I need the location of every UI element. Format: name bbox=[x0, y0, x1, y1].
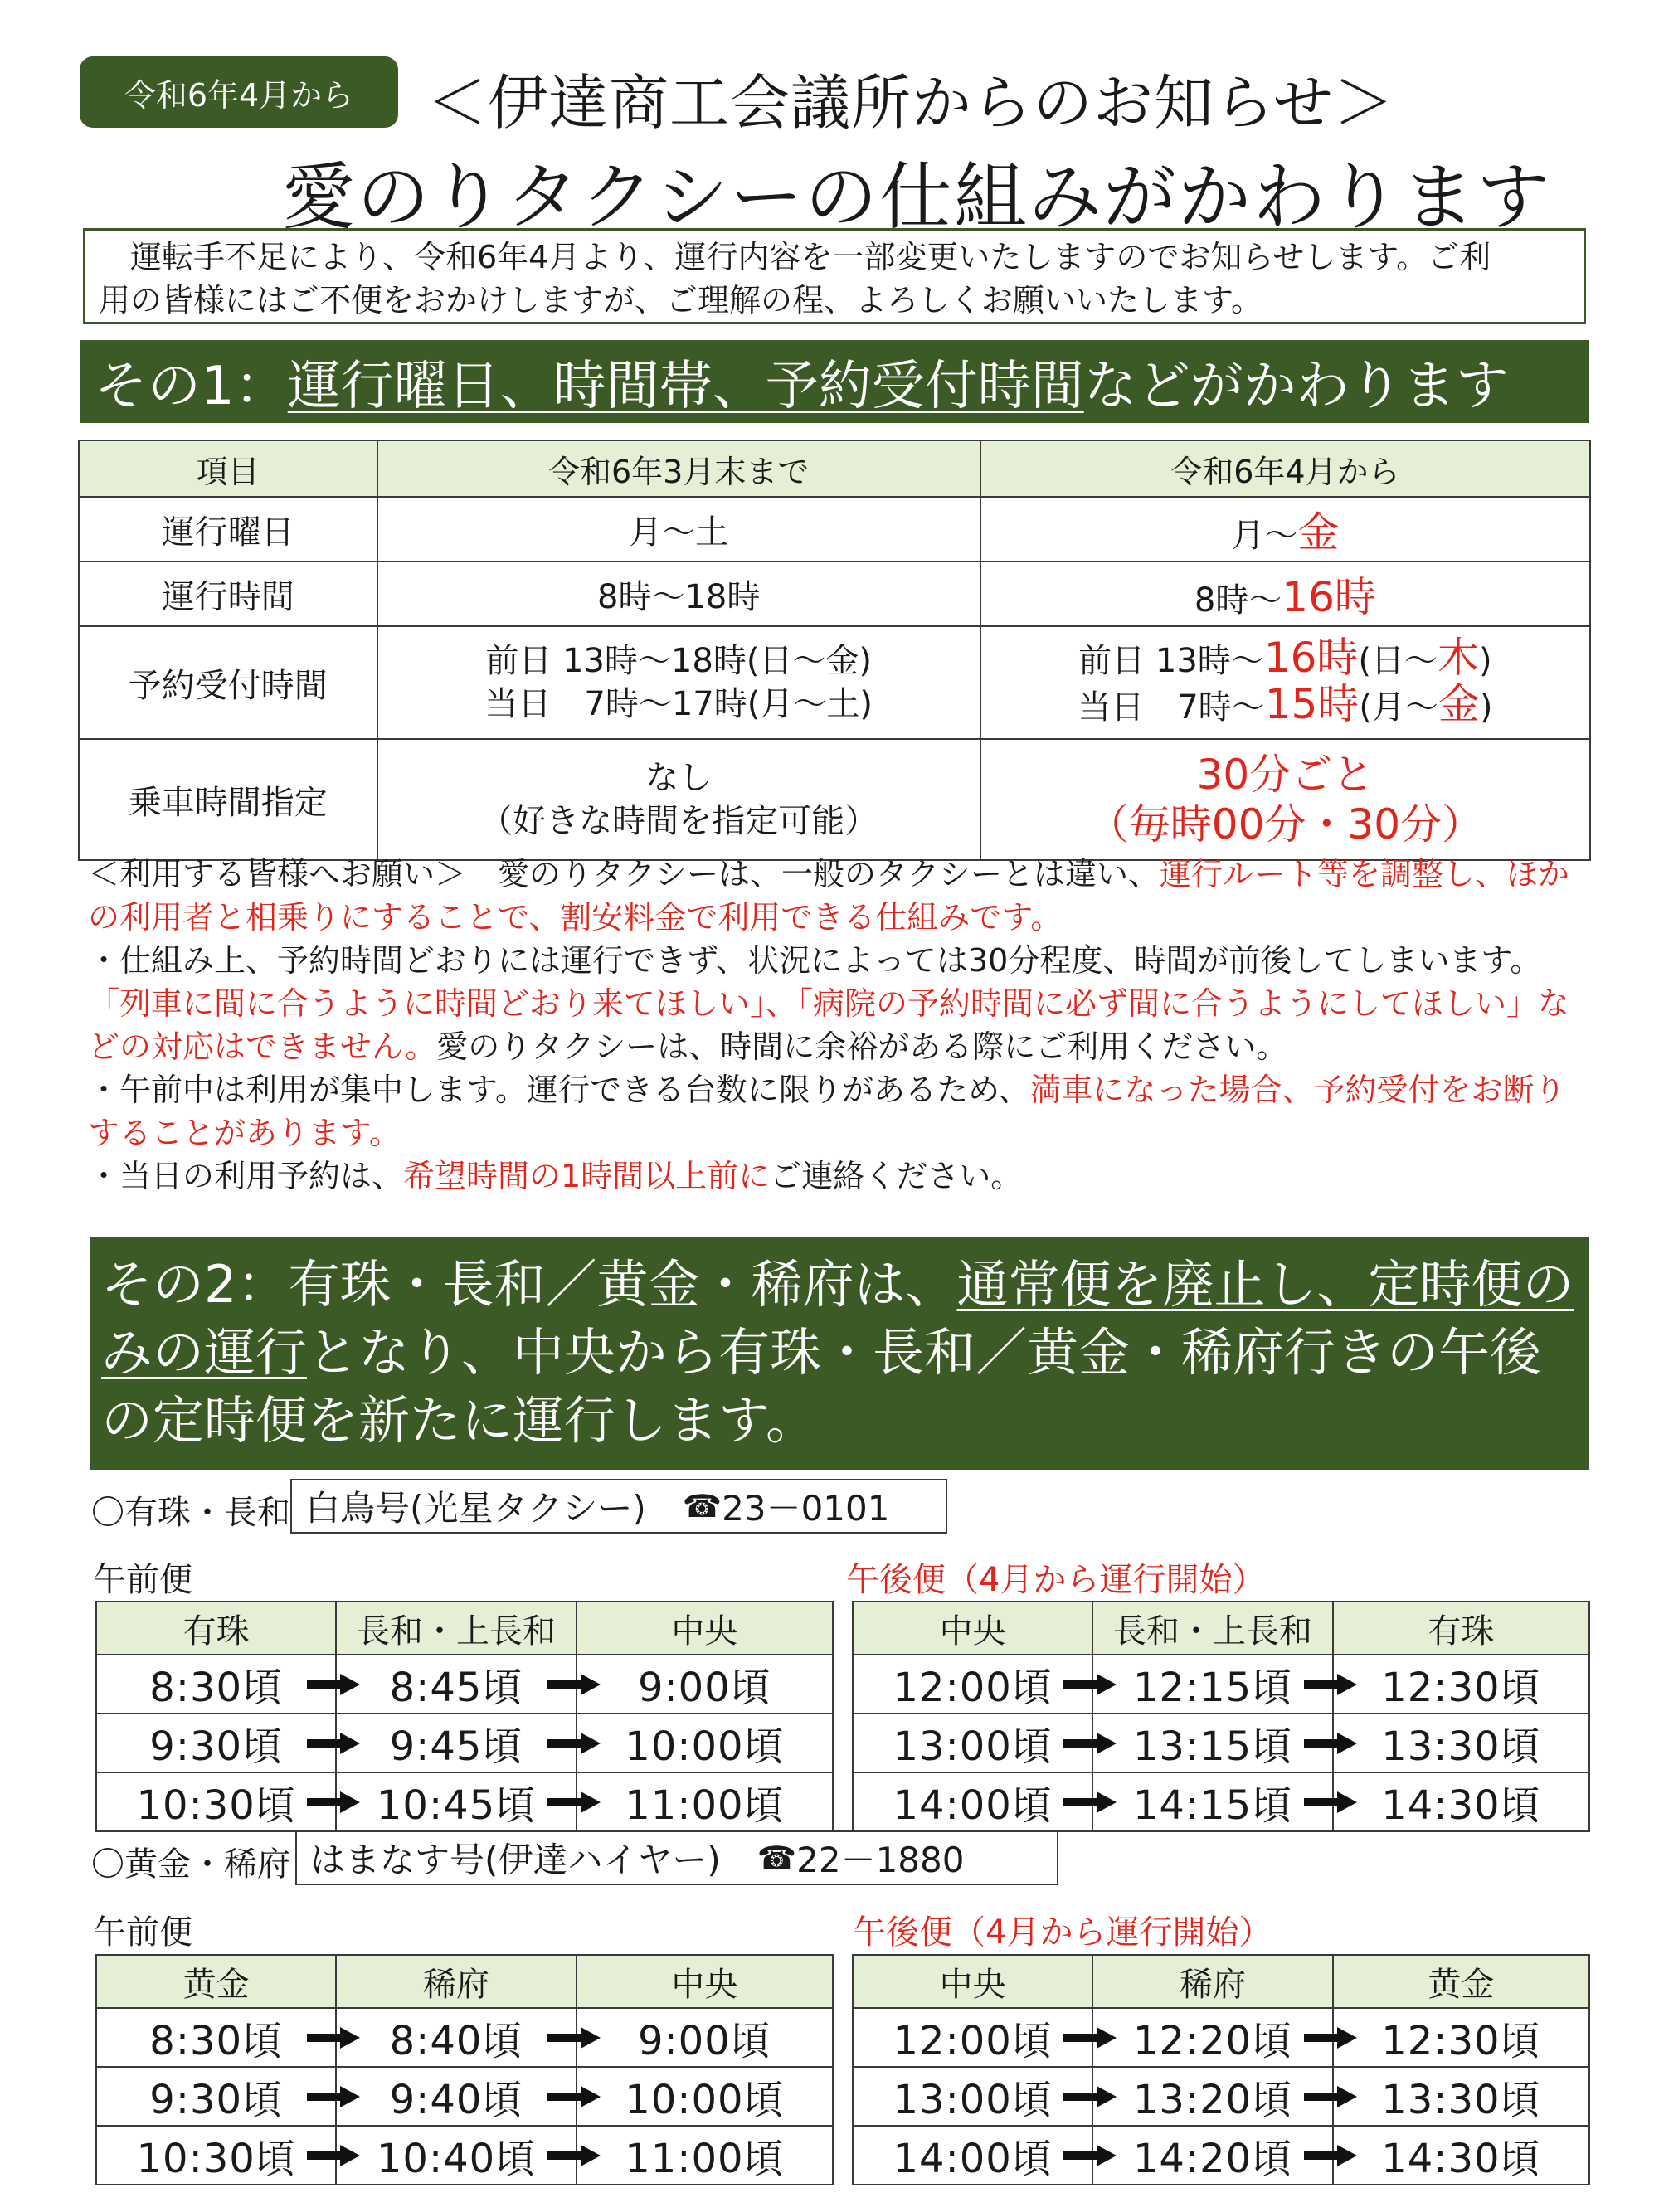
time-text: 10:30頃 bbox=[136, 1782, 296, 1829]
header-cell: 稀府 bbox=[1092, 1955, 1332, 2008]
timetable-header-row bbox=[96, 1955, 833, 2008]
header-cell: 有珠 bbox=[96, 1602, 336, 1655]
time-text: 14:15頃 bbox=[1132, 1782, 1293, 1829]
arrow-right-icon bbox=[547, 2084, 601, 2109]
after-part: 前日 13時～ bbox=[1078, 642, 1264, 680]
before-line: 当日 7時～17時(月～土) bbox=[484, 685, 873, 723]
time-text: 12:30頃 bbox=[1381, 1665, 1541, 1711]
arrow-right-icon bbox=[1063, 2084, 1117, 2109]
header-cell: 稀府 bbox=[336, 1955, 576, 2008]
after-part: ) bbox=[1479, 688, 1493, 727]
header-cell: 黄金 bbox=[96, 1955, 336, 2008]
time-text: 8:40頃 bbox=[389, 2018, 523, 2064]
note-emphasis: 満車になった場合、予約受付をお断りすることがあります。 bbox=[88, 1072, 1566, 1151]
time-text: 13:00頃 bbox=[893, 2077, 1053, 2123]
time-text: 12:20頃 bbox=[1132, 2018, 1293, 2064]
time-text: 10:30頃 bbox=[136, 2136, 296, 2182]
arrow-right-icon bbox=[1063, 2143, 1117, 2168]
time-cell bbox=[1092, 1655, 1332, 1714]
table-row bbox=[853, 1655, 1589, 1714]
arrow-right-icon bbox=[307, 2143, 360, 2168]
time-text: 8:30頃 bbox=[149, 2018, 284, 2064]
arrow-right-icon bbox=[1304, 1790, 1357, 1815]
table-header-row bbox=[79, 440, 1590, 497]
arrow-right-icon bbox=[1304, 1672, 1357, 1697]
time-text: 10:00頃 bbox=[625, 2077, 785, 2123]
time-cell bbox=[1333, 2067, 1589, 2126]
notes bbox=[88, 853, 1581, 1198]
time-cell bbox=[577, 2126, 833, 2185]
before-value bbox=[377, 626, 980, 739]
table-row bbox=[96, 1772, 833, 1831]
after-value bbox=[980, 739, 1590, 860]
time-cell bbox=[577, 1772, 833, 1831]
row-label: 乗車時間指定 bbox=[79, 739, 377, 860]
note-emphasis: 「列車に間に合うように時間どおり来てほしい」、「病院の予約時間に必ず間に合うようにしてほしい」などの対応はできません。 bbox=[88, 985, 1570, 1065]
header-cell: 長和・上長和 bbox=[336, 1602, 576, 1655]
time-text: 9:30頃 bbox=[149, 2077, 284, 2123]
section2-text: その2：有珠・長和／黄金・稀府は、 bbox=[101, 1254, 957, 1315]
row-label: 予約受付時間 bbox=[79, 626, 377, 739]
time-cell bbox=[336, 2126, 576, 2185]
arrow-right-icon bbox=[1304, 2143, 1357, 2168]
timetable-header-row bbox=[96, 1602, 833, 1655]
after-line: （毎時00分・30分） bbox=[1087, 800, 1484, 848]
note-paragraph bbox=[88, 1155, 1581, 1198]
time-text: 9:00頃 bbox=[637, 2018, 771, 2064]
intro-box bbox=[83, 228, 1586, 324]
note-emphasis: 運行ルート等を調整し、ほかの利用者と相乗りにすることで、割安料金で利用できる仕組みです。 bbox=[88, 856, 1570, 936]
arrow-right-icon bbox=[1304, 2084, 1357, 2109]
phone-number: 23－0101 bbox=[722, 1488, 890, 1529]
before-line: 前日 13時～18時(日～金) bbox=[485, 642, 873, 680]
time-cell bbox=[853, 1714, 1092, 1772]
section2-line bbox=[101, 1319, 1578, 1387]
route2-pm-label: 午後便（4月から運行開始） bbox=[853, 1913, 1272, 1952]
note-paragraph bbox=[88, 1068, 1581, 1155]
arrow-right-icon bbox=[1304, 2025, 1357, 2050]
table-row bbox=[96, 2067, 833, 2126]
time-cell bbox=[336, 2067, 576, 2126]
route1-pm-label: 午後便（4月から運行開始） bbox=[846, 1561, 1266, 1599]
intro-line: 運転手不足により、令和6年4月より、運行内容を一部変更いたしますのでお知らせします。ご利 bbox=[99, 239, 1491, 275]
arrow-right-icon bbox=[307, 1790, 360, 1815]
time-text: 10:00頃 bbox=[625, 1723, 785, 1770]
time-text: 13:15頃 bbox=[1132, 1723, 1293, 1770]
row-label: 運行曜日 bbox=[79, 497, 377, 562]
note-text: 愛のりタクシーは、時間に余裕がある際にご利用ください。 bbox=[436, 1028, 1288, 1065]
arrow-right-icon bbox=[307, 1672, 360, 1697]
time-text: 9:45頃 bbox=[389, 1723, 523, 1770]
before-line: なし bbox=[645, 759, 713, 797]
after-changed: 木 bbox=[1438, 634, 1480, 682]
table-row bbox=[853, 1772, 1589, 1831]
arrow-right-icon bbox=[547, 2143, 601, 2168]
section1-prefix: その1： bbox=[95, 356, 288, 417]
time-text: 9:30頃 bbox=[149, 1723, 284, 1770]
intro-line: 用の皆様にはご不便をおかけしますが、ご理解の程、よろしくお願いいたします。 bbox=[99, 282, 1262, 318]
route1-am-timetable bbox=[95, 1601, 834, 1832]
section2-line: の定時便を新たに運行します。 bbox=[101, 1390, 818, 1451]
header-cell: 黄金 bbox=[1333, 1955, 1589, 2008]
time-cell bbox=[1333, 1772, 1589, 1831]
time-cell bbox=[1333, 1655, 1589, 1714]
after-part: (日～ bbox=[1358, 642, 1438, 680]
header-cell: 有珠 bbox=[1333, 1602, 1589, 1655]
header-cell: 項目 bbox=[79, 440, 377, 497]
after-value-changed: 金 bbox=[1297, 508, 1340, 557]
arrow-right-icon bbox=[1063, 1790, 1117, 1815]
after-value-part: 月～ bbox=[1231, 517, 1298, 555]
time-text: 8:30頃 bbox=[149, 1665, 284, 1711]
table-row bbox=[79, 739, 1590, 860]
arrow-right-icon bbox=[547, 1731, 601, 1756]
route2-operator-box bbox=[295, 1830, 1058, 1885]
time-cell bbox=[1333, 2008, 1589, 2067]
time-cell bbox=[853, 1655, 1092, 1714]
time-text: 8:45頃 bbox=[389, 1665, 523, 1711]
arrow-right-icon bbox=[1063, 2025, 1117, 2050]
header-cell: 令和6年3月末まで bbox=[377, 440, 980, 497]
time-cell bbox=[577, 2067, 833, 2126]
before-value: 8時～18時 bbox=[377, 562, 980, 626]
after-line bbox=[981, 636, 1589, 683]
time-text: 10:45頃 bbox=[376, 1782, 537, 1829]
time-cell bbox=[853, 2126, 1092, 2185]
time-text: 12:15頃 bbox=[1132, 1665, 1293, 1711]
header-cell: 長和・上長和 bbox=[1092, 1602, 1332, 1655]
note-text: ＜利用する皆様へお願い＞ 愛のりタクシーは、一般のタクシーとは違い、 bbox=[88, 856, 1160, 892]
operator-name: 白鳥号(光星タクシー) bbox=[305, 1488, 646, 1529]
arrow-right-icon bbox=[547, 1790, 601, 1815]
arrow-right-icon bbox=[1304, 1731, 1357, 1756]
table-row bbox=[79, 497, 1590, 562]
before-value bbox=[377, 739, 980, 860]
route1-operator-box bbox=[290, 1479, 947, 1534]
time-text: 12:30頃 bbox=[1381, 2018, 1541, 2064]
table-row bbox=[79, 626, 1590, 739]
route2-am-timetable bbox=[95, 1954, 834, 2185]
arrow-right-icon bbox=[307, 2084, 360, 2109]
time-text: 9:00頃 bbox=[637, 1665, 771, 1711]
time-cell bbox=[853, 2008, 1092, 2067]
header-cell: 中央 bbox=[853, 1602, 1092, 1655]
after-part: 当日 7時～ bbox=[1078, 688, 1265, 727]
time-cell bbox=[577, 2008, 833, 2067]
time-cell bbox=[1333, 2126, 1589, 2185]
operator-name: はまなす号(伊達ハイヤー) bbox=[310, 1840, 721, 1880]
time-cell bbox=[96, 2067, 336, 2126]
route1-am-label: 午前便 bbox=[93, 1561, 192, 1599]
table-row bbox=[96, 2008, 833, 2067]
table-row bbox=[79, 562, 1590, 626]
header-cell: 中央 bbox=[853, 1955, 1092, 2008]
arrow-right-icon bbox=[307, 1731, 360, 1756]
time-text: 12:00頃 bbox=[893, 1665, 1053, 1711]
time-text: 12:00頃 bbox=[893, 2018, 1053, 2064]
time-text: 10:40頃 bbox=[376, 2136, 537, 2182]
before-line: （好きな時間を指定可能） bbox=[479, 802, 878, 840]
time-cell bbox=[1092, 1714, 1332, 1772]
time-text: 14:20頃 bbox=[1132, 2136, 1293, 2182]
section1-underlined: 運行曜日、時間帯、予約受付時間 bbox=[287, 356, 1084, 417]
route2-am-label: 午前便 bbox=[93, 1913, 192, 1952]
after-part: (月～ bbox=[1359, 688, 1438, 727]
time-cell bbox=[853, 2067, 1092, 2126]
time-text: 13:00頃 bbox=[893, 1723, 1053, 1770]
after-value-changed: 16時 bbox=[1282, 573, 1376, 621]
after-line bbox=[981, 680, 1589, 729]
note-text: ・当日の利用予約は、 bbox=[88, 1158, 404, 1194]
arrow-right-icon bbox=[547, 2025, 601, 2050]
note-emphasis: 希望時間の1時間以上前に bbox=[403, 1158, 771, 1194]
time-cell bbox=[1333, 1714, 1589, 1772]
comparison-table bbox=[78, 440, 1591, 861]
after-line: 30分ごと bbox=[1196, 751, 1374, 799]
route2-pm-timetable bbox=[852, 1954, 1590, 2185]
time-cell bbox=[577, 1655, 833, 1714]
note-paragraph bbox=[88, 853, 1581, 939]
after-changed: 15時 bbox=[1264, 680, 1360, 728]
table-row bbox=[853, 2067, 1589, 2126]
header-cell: 中央 bbox=[577, 1955, 833, 2008]
time-cell bbox=[336, 2008, 576, 2067]
time-cell bbox=[96, 2126, 336, 2185]
time-text: 9:40頃 bbox=[389, 2077, 523, 2123]
table-row bbox=[96, 1655, 833, 1714]
time-cell bbox=[96, 2008, 336, 2067]
telephone-icon: ☎ bbox=[682, 1488, 722, 1524]
time-text: 13:20頃 bbox=[1132, 2077, 1293, 2123]
after-value bbox=[980, 497, 1590, 562]
time-cell bbox=[1092, 2126, 1332, 2185]
before-value: 月～土 bbox=[377, 497, 980, 562]
arrow-right-icon bbox=[1063, 1672, 1117, 1697]
page-title: 愛のりタクシーの仕組みがかわります bbox=[282, 154, 1552, 240]
table-row bbox=[853, 2008, 1589, 2067]
row-label: 運行時間 bbox=[79, 562, 377, 626]
time-text: 14:00頃 bbox=[893, 1782, 1053, 1829]
arrow-right-icon bbox=[307, 2025, 360, 2050]
header-cell: 中央 bbox=[577, 1602, 833, 1655]
after-changed: 16時 bbox=[1263, 634, 1359, 682]
note-text: ・午前中は利用が集中します。運行できる台数に限りがあるため、 bbox=[88, 1072, 1030, 1108]
note-paragraph bbox=[88, 939, 1581, 1068]
time-cell bbox=[336, 1714, 576, 1772]
time-cell bbox=[96, 1714, 336, 1772]
section2-underlined: みの運行 bbox=[101, 1322, 308, 1383]
section2-text: となり、中央から有珠・長和／黄金・稀府行きの午後 bbox=[307, 1322, 1542, 1383]
time-cell bbox=[1092, 2008, 1332, 2067]
time-cell bbox=[336, 1772, 576, 1831]
table-row bbox=[853, 2126, 1589, 2185]
time-cell bbox=[96, 1655, 336, 1714]
time-text: 14:00頃 bbox=[893, 2136, 1053, 2182]
section2-underlined: 通常便を廃止し、定時便の bbox=[956, 1254, 1574, 1315]
after-value bbox=[980, 562, 1590, 626]
time-cell bbox=[853, 1772, 1092, 1831]
arrow-right-icon bbox=[547, 1672, 601, 1697]
time-cell bbox=[1092, 1772, 1332, 1831]
header-cell: 令和6年4月から bbox=[980, 440, 1590, 497]
time-text: 14:30頃 bbox=[1381, 2136, 1541, 2182]
table-row bbox=[853, 1714, 1589, 1772]
route1-pm-timetable bbox=[852, 1601, 1590, 1832]
after-value bbox=[980, 626, 1590, 739]
telephone-icon: ☎ bbox=[757, 1840, 797, 1876]
phone-number: 22－1880 bbox=[796, 1840, 965, 1880]
timetable-header-row bbox=[853, 1602, 1589, 1655]
table-row bbox=[96, 2126, 833, 2185]
notice-title: ＜伊達商工会議所からのお知らせ＞ bbox=[427, 68, 1394, 138]
date-badge: 令和6年4月から bbox=[80, 56, 398, 128]
time-text: 14:30頃 bbox=[1381, 1782, 1541, 1829]
time-text: 11:00頃 bbox=[625, 2136, 785, 2182]
note-text: ご連絡ください。 bbox=[770, 1158, 1023, 1194]
time-cell bbox=[336, 1655, 576, 1714]
time-cell bbox=[1092, 2067, 1332, 2126]
time-text: 13:30頃 bbox=[1381, 1723, 1541, 1770]
section1-suffix: などがかわります bbox=[1083, 356, 1509, 417]
time-text: 11:00頃 bbox=[625, 1782, 785, 1829]
time-cell bbox=[577, 1714, 833, 1772]
section2-banner bbox=[90, 1237, 1589, 1470]
table-row bbox=[96, 1714, 833, 1772]
route2-label: 〇黄金・稀府 bbox=[91, 1845, 290, 1884]
arrow-right-icon bbox=[1063, 1731, 1117, 1756]
section1-banner bbox=[80, 340, 1589, 423]
timetable-header-row bbox=[853, 1955, 1589, 2008]
after-value-part: 8時～ bbox=[1194, 581, 1282, 620]
time-cell bbox=[96, 1772, 336, 1831]
note-text: ・仕組み上、予約時間どおりには運行できず、状況によっては30分程度、時間が前後してしまいます。 bbox=[88, 942, 1542, 979]
section2-line bbox=[101, 1251, 1578, 1319]
after-part: ) bbox=[1479, 642, 1492, 680]
route1-label: 〇有珠・長和 bbox=[91, 1494, 290, 1532]
after-changed: 金 bbox=[1438, 680, 1480, 728]
time-text: 13:30頃 bbox=[1381, 2077, 1541, 2123]
